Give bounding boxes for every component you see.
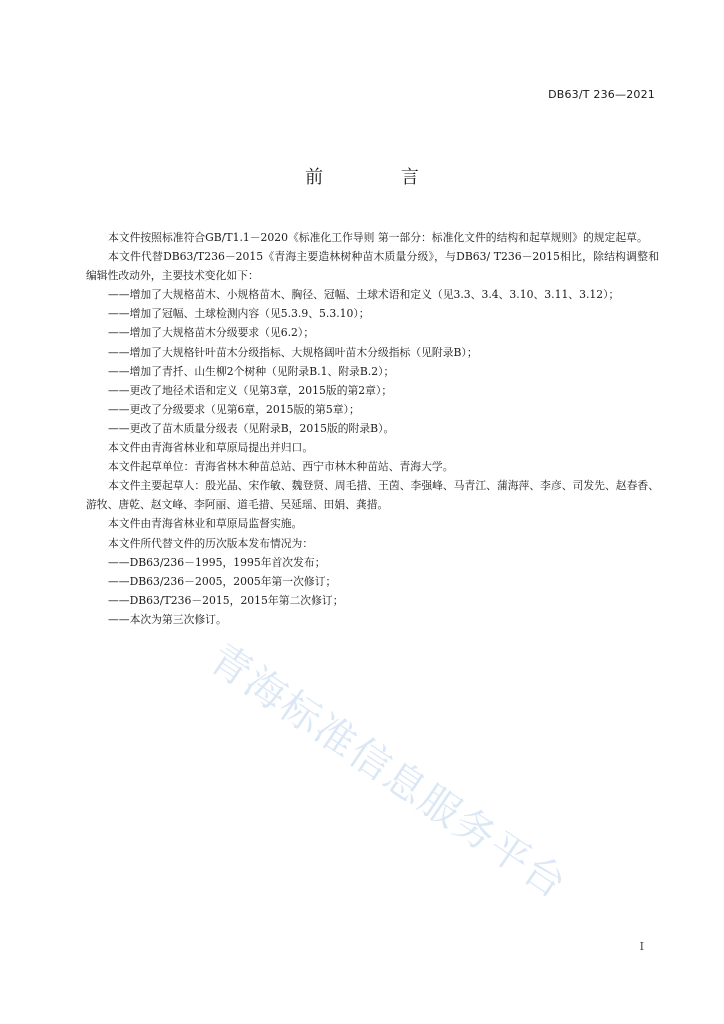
history-item: ——DB63/T236－2015，2015年第二次修订； <box>108 593 344 607</box>
change-item: ——增加了大规格苗木分级要求（见6.2）； <box>108 326 315 340</box>
paragraph-history-intro: 本文件所代替文件的历次版本发布情况为： <box>108 536 314 550</box>
change-item: ——增加了冠幅、土球检测内容（见5.3.9、5.3.10）； <box>108 307 370 321</box>
change-item: ——更改了地径术语和定义（见第3章，2015版的第2章）； <box>108 383 393 397</box>
change-item: ——更改了苗木质量分级表（见附录B，2015版的附录B）。 <box>108 421 395 435</box>
history-item: ——DB63/236－2005，2005年第一次修订； <box>108 574 337 588</box>
paragraph-drafting-units: 本文件起草单位：青海省林木种苗总站、西宁市林木种苗站、青海大学。 <box>108 460 454 474</box>
paragraph-replacement: 本文件代替DB63/T236－2015《青海主要造林树种苗木质量分级》，与DB63/ T236－2015相比，除结构调整和编辑性改动外，主要技术变化如下： <box>86 250 659 283</box>
document-code: DB63/T 236—2021 <box>548 88 655 101</box>
watermark: 青海标准信息服务平台 <box>201 635 576 909</box>
history-item: ——本次为第三次修订。 <box>108 612 227 626</box>
history-item: ——DB63/236－1995，1995年首次发布； <box>108 555 326 569</box>
change-item: ——增加了青扦、山生柳2个树种（见附录B.1、附录B.2）； <box>108 364 395 378</box>
change-item: ——增加了大规格苗木、小规格苗木、胸径、冠幅、土球术语和定义（见3.3、3.4、3.10、3.11、3.12）； <box>108 288 620 302</box>
change-item: ——更改了分级要求（见第6章，2015版的第5章）； <box>108 402 360 416</box>
paragraph-supervisor: 本文件由青海省林业和草原局监督实施。 <box>108 517 303 531</box>
paragraph-drafters: 本文件主要起草人：殷光晶、宋作敏、魏登贤、周毛措、王茵、李强峰、马青江、蒲海萍、李彦、司发先、赵春香、游牧、唐乾、赵文峰、李阿丽、道毛措、吴延瑶、田娟、龚措。 <box>86 479 659 512</box>
page-title: 前 言 <box>305 167 455 188</box>
change-item: ——增加了大规格针叶苗木分级指标、大规格阔叶苗木分级指标（见附录B）； <box>108 345 478 359</box>
page-number: I <box>639 940 644 953</box>
paragraph-drafting-rules: 本文件按照标准符合GB/T1.1－2020《标准化工作导则 第一部分：标准化文件的结构和起草规则》的规定起草。 <box>108 231 648 244</box>
foreword-body <box>86 228 659 629</box>
paragraph-proposer: 本文件由青海省林业和草原局提出并归口。 <box>108 441 314 455</box>
